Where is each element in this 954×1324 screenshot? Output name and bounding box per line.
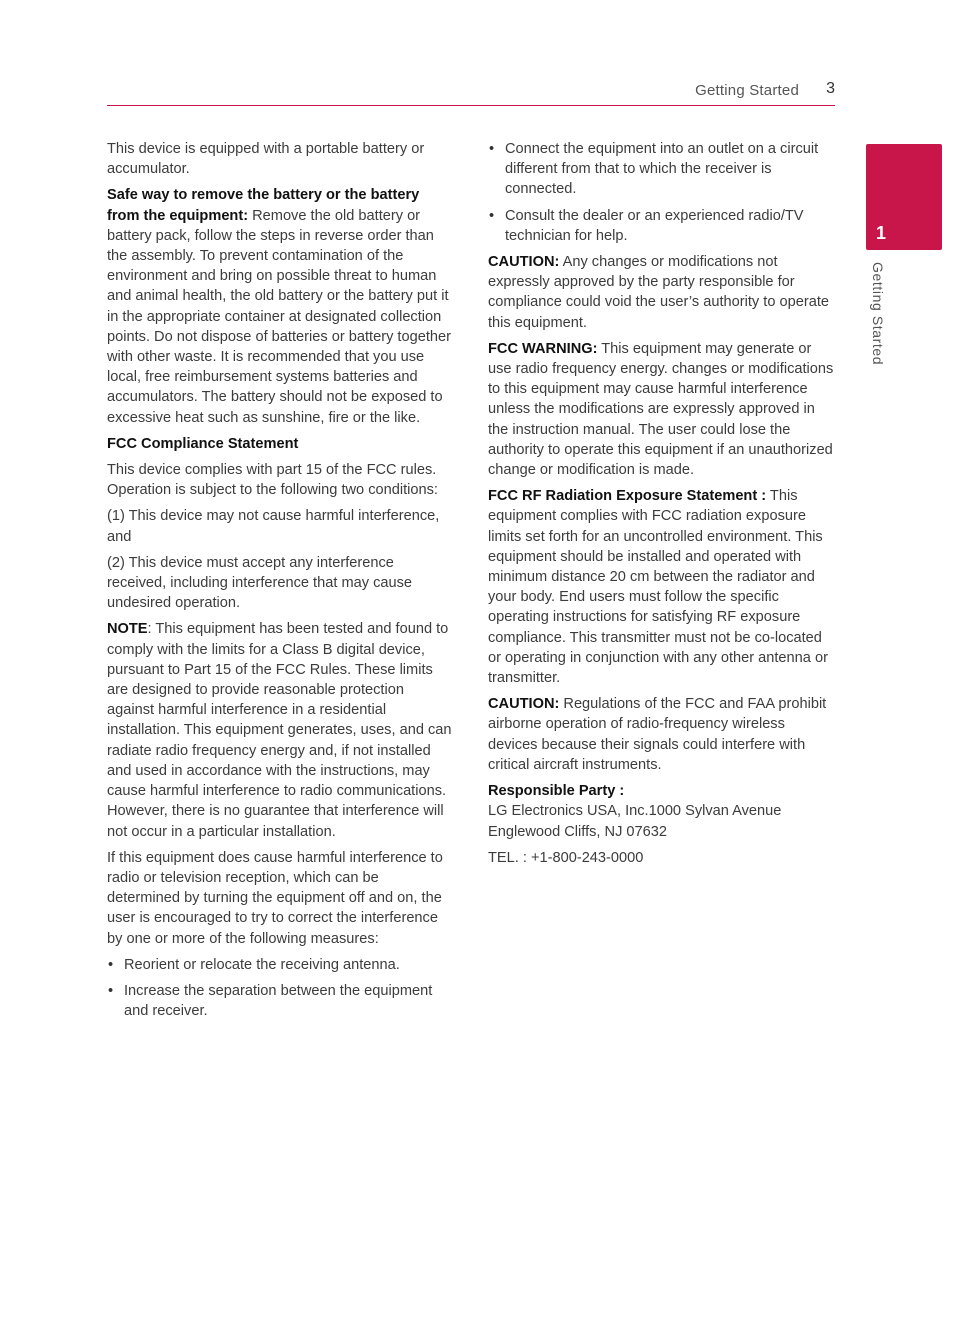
list-item: • Connect the equipment into an outlet on a circuit different from that to which the receiver is connected. (488, 139, 836, 200)
header-section-title: Getting Started (695, 82, 799, 99)
page-header (107, 78, 835, 104)
chapter-number: 1 (876, 223, 887, 243)
list-item: • Consult the dealer or an experienced radio/TV technician for help. (488, 206, 836, 246)
responsible-party-label: Responsible Party : (488, 783, 625, 800)
battery-removal-heading: Safe way to remove the battery or the battery from the equipment: (107, 187, 420, 224)
caution-faa-paragraph (488, 694, 836, 775)
fcc-compliance-heading: FCC Compliance Statement (107, 435, 299, 452)
battery-removal-paragraph (107, 185, 455, 427)
rf-exposure-text: This equipment complies with FCC radiation exposure limits set forth for an uncontrolled environment. This equipment should be installed and operated with minimum distance 20 cm between the radiator and your body. End users must follow the specific operating instructions for satisfying RF exposure compliance. This transmitter must not be co-located or operating in conjunction with any other antenna or transmitter. (488, 488, 828, 687)
list-item: • Increase the separation between the equipment and receiver. (107, 981, 455, 1021)
rf-exposure-label: FCC RF Radiation Exposure Statement : (488, 488, 767, 505)
caution-label: CAUTION: (488, 254, 560, 271)
fcc-condition-2: (2) This device must accept any interference received, including interference that may cause undesired operation. (107, 554, 413, 612)
battery-intro: This device is equipped with a portable battery or accumulator. (107, 141, 425, 178)
address-line-2: Englewood Cliffs, NJ 07632 (488, 823, 668, 840)
right-column (488, 139, 836, 874)
telephone: TEL. : +1-800-243-0000 (488, 849, 644, 866)
fcc-condition-1: (1) This device may not cause harmful interference, and (107, 508, 440, 545)
fcc-warning-label: FCC WARNING: (488, 340, 598, 357)
note-label: NOTE (107, 621, 148, 638)
address-line-1: LG Electronics USA, Inc.1000 Sylvan Avenue (488, 803, 782, 820)
note-text: : This equipment has been tested and found to comply with the limits for a Class B digital device, pursuant to Part 15 of the FCC Rules. These limits are designed to provide reasonable protection against harmful interference in a residential installation. This equipment generates, uses, and can radiate radio frequency energy and, if not installed and used in accordance with the instructions, may cause harmful interference to radio communications. However, there is no guarantee that interference will not occur in a particular installation. (107, 621, 452, 840)
caution-text: Any changes or modifications not expressly approved by the party responsible for compliance could void the user’s authority to operate this equipment. (488, 254, 829, 331)
responsible-party (488, 781, 836, 842)
fcc-compliance-text: This device complies with part 15 of the FCC rules. Operation is subject to the following two conditions: (107, 462, 438, 499)
chapter-tab (866, 144, 942, 250)
list-item: • Reorient or relocate the receiving antenna. (107, 955, 455, 975)
interference-paragraph: If this equipment does cause harmful interference to radio or television reception, which can be determined by turning the equipment off and on, the user is encouraged to try to correct the interference by one or more of the following measures: (107, 849, 443, 947)
rf-exposure-paragraph (488, 486, 836, 688)
page-number: 3 (826, 80, 835, 97)
caution-paragraph (488, 252, 836, 333)
header-divider (107, 105, 835, 106)
caution-faa-label: CAUTION: (488, 696, 560, 713)
note-paragraph (107, 619, 455, 841)
fcc-warning-paragraph (488, 339, 836, 480)
caution-faa-text: Regulations of the FCC and FAA prohibit airborne operation of radio-frequency wireless devices because their signals could interfere with critical aircraft instruments. (488, 696, 827, 773)
fcc-warning-text: This equipment may generate or use radio frequency energy. changes or modifications to this equipment may cause harmful interference unless the modifications are expressly approved in the instruction manual. The user could lose the authority to operate this equipment if an unauthorized change or modification is made. (488, 340, 834, 479)
left-column (107, 139, 455, 1027)
battery-removal-text: Remove the old battery or battery pack, follow the steps in reverse order than the assembly. To prevent contamination of the environment and bring on possible threat to human and animal health, the old battery or the battery put it in the appropriate container at designated collection points. Do not dispose of batteries or battery together with other waste. It is recommended that you use local, free reimbursement systems batteries and accumulators. The battery should not be exposed to excessive heat such as sunshine, fire or the like. (107, 207, 451, 426)
chapter-side-label: Getting Started (870, 262, 886, 366)
